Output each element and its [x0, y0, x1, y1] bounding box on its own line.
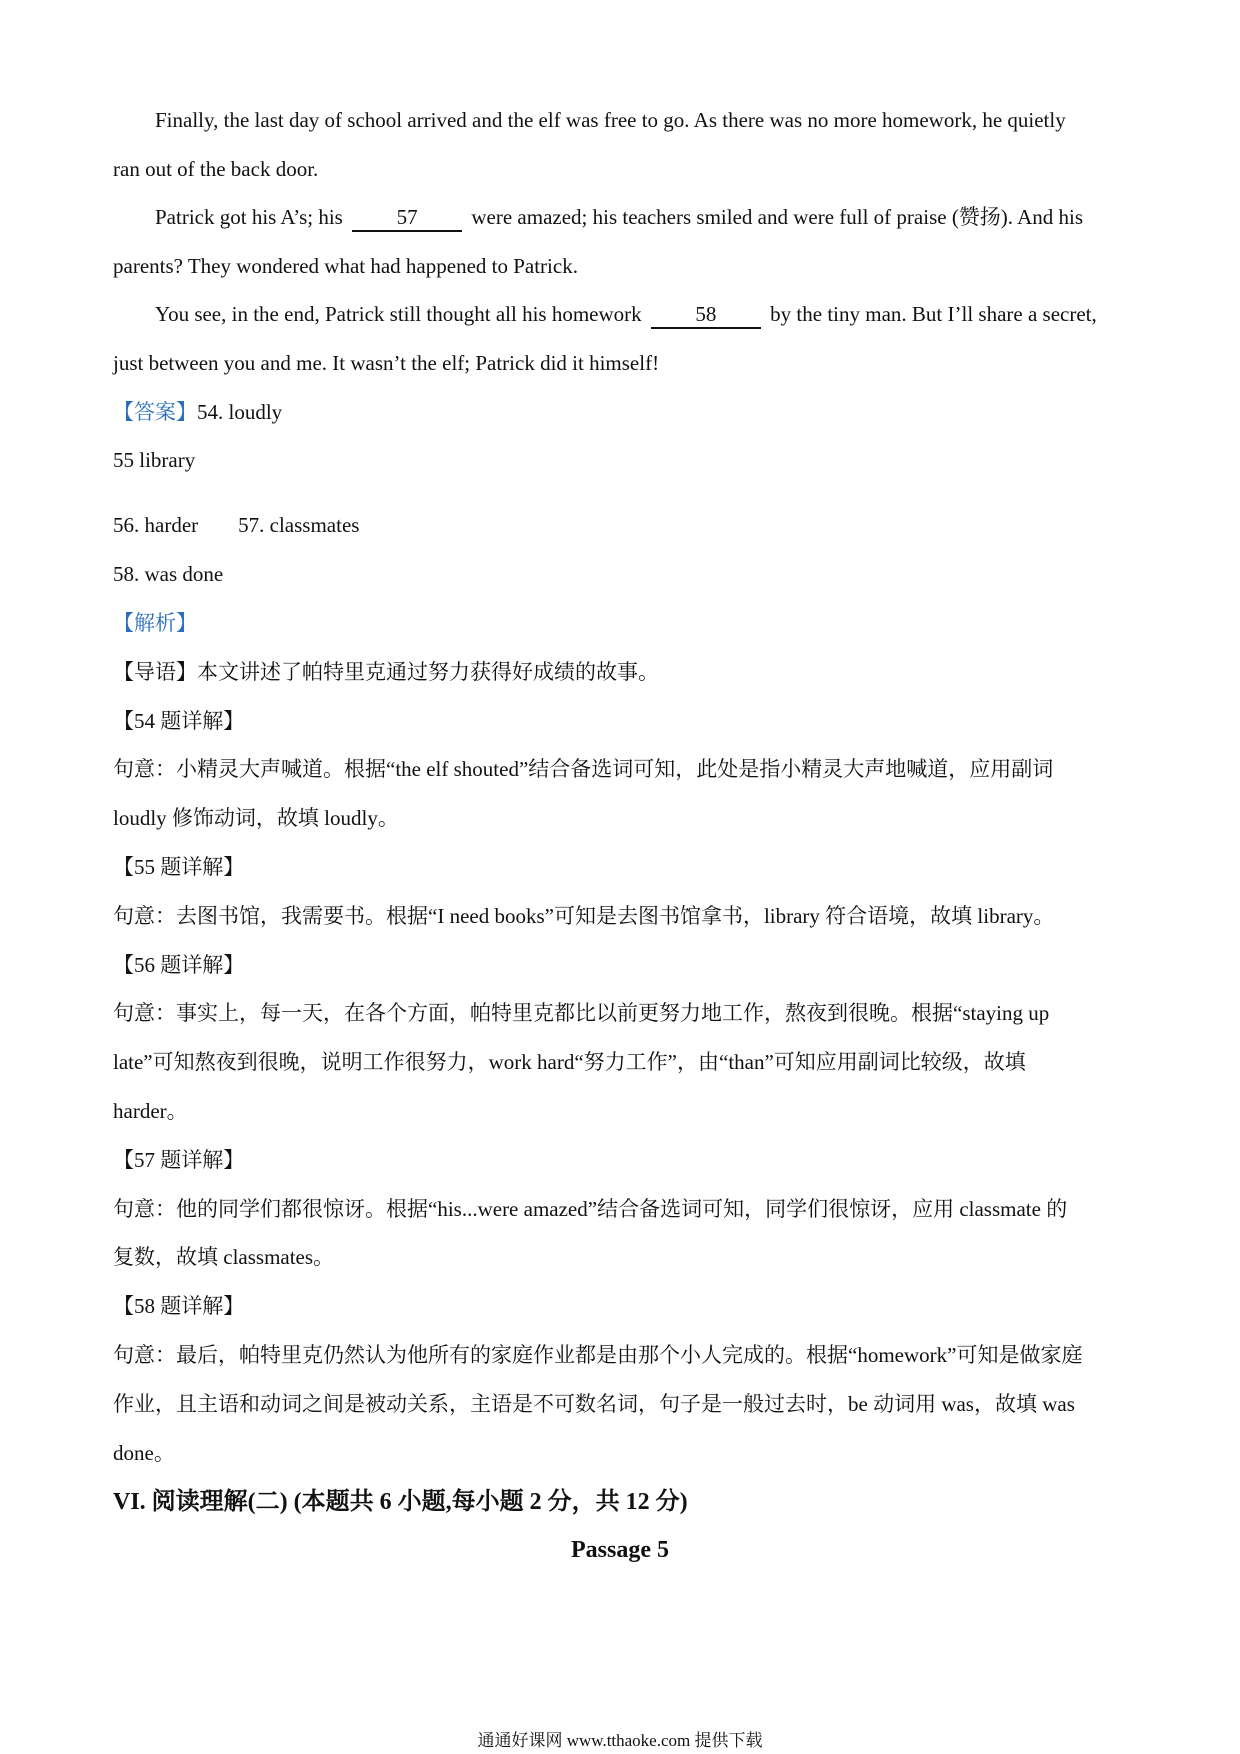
q54-line-2: loudly 修饰动词，故填 loudly。: [113, 806, 399, 830]
q56-title: 【56 题详解】: [113, 953, 245, 977]
answer-56-57-line: [113, 510, 1127, 540]
paragraph-2-text-before: Patrick got his A’s; his: [155, 205, 343, 229]
paragraph-3-text-after: by the tiny man. But I’ll share a secret,: [770, 302, 1097, 326]
q54-title: 【54 题详解】: [113, 709, 245, 733]
passage-title: Passage 5: [571, 1537, 669, 1563]
blank-58: 58: [651, 301, 761, 329]
q54-line-1: 句意：小精灵大声喊道。根据“the elf shouted”结合备选词可知，此处是指小精灵大声地喊道，应用副词: [113, 757, 1054, 781]
q57-line-2: 复数，故填 classmates。: [113, 1245, 335, 1269]
answer-tag: 【答案】: [113, 400, 197, 424]
q56-line-2: late”可知熬夜到很晚，说明工作很努力，work hard“努力工作”，由“than”可知应用副词比较级，故填: [113, 1050, 1026, 1074]
story-paragraph-1-line-1: Finally, the last day of school arrived and the elf was free to go. As there was no more homework, he quietly: [155, 108, 1066, 132]
q56-line-3: harder。: [113, 1099, 188, 1123]
paragraph-2-text-after: were amazed; his teachers smiled and were full of praise (赞扬). And his: [471, 205, 1084, 229]
answer-55: 55 library: [113, 448, 196, 472]
q58-title: 【58 题详解】: [113, 1294, 245, 1318]
paragraph-3-text-before: You see, in the end, Patrick still thought all his homework: [155, 302, 642, 326]
q58-line-2: 作业，且主语和动词之间是被动关系，主语是不可数名词，句子是一般过去时，be 动词用 was，故填 was: [113, 1392, 1075, 1416]
story-paragraph-3-line-2: just between you and me. It wasn’t the elf; Patrick did it himself!: [113, 351, 660, 375]
q55-title: 【55 题详解】: [113, 855, 245, 879]
answer-54: 54. loudly: [197, 400, 283, 424]
story-paragraph-2-line-1: [155, 202, 1127, 232]
section-title: VI. 阅读理解(二) (本题共 6 小题,每小题 2 分，共 12 分): [113, 1489, 688, 1515]
q58-line-1: 句意：最后，帕特里克仍然认为他所有的家庭作业都是由那个小人完成的。根据“homework”可知是做家庭: [113, 1343, 1083, 1367]
footer-credit: 通通好课网 www.tthaoke.com 提供下载: [477, 1731, 763, 1750]
analysis-intro: 【导语】本文讲述了帕特里克通过努力获得好成绩的故事。: [113, 660, 659, 684]
answer-57: 57. classmates: [238, 513, 360, 537]
analysis-tag: 【解析】: [113, 611, 197, 635]
story-paragraph-2-line-2: parents? They wondered what had happened to Patrick.: [113, 254, 578, 278]
q55-line-1: 句意：去图书馆，我需要书。根据“I need books”可知是去图书馆拿书，library 符合语境，故填 library。: [113, 904, 1055, 928]
story-paragraph-3-line-1: [155, 299, 1127, 329]
q57-line-1: 句意：他的同学们都很惊讶。根据“his...were amazed”结合备选词可知，同学们很惊讶，应用 classmate 的: [113, 1197, 1068, 1221]
story-paragraph-1-line-2: ran out of the back door.: [113, 157, 319, 181]
blank-57: 57: [352, 204, 462, 232]
q58-line-3: done。: [113, 1441, 175, 1465]
answer-line: [113, 397, 1127, 427]
q56-line-1: 句意：事实上，每一天，在各个方面，帕特里克都比以前更努力地工作，熬夜到很晚。根据“staying up: [113, 1001, 1050, 1025]
q57-title: 【57 题详解】: [113, 1148, 245, 1172]
answer-58: 58. was done: [113, 562, 224, 586]
answer-56: 56. harder: [113, 513, 199, 537]
